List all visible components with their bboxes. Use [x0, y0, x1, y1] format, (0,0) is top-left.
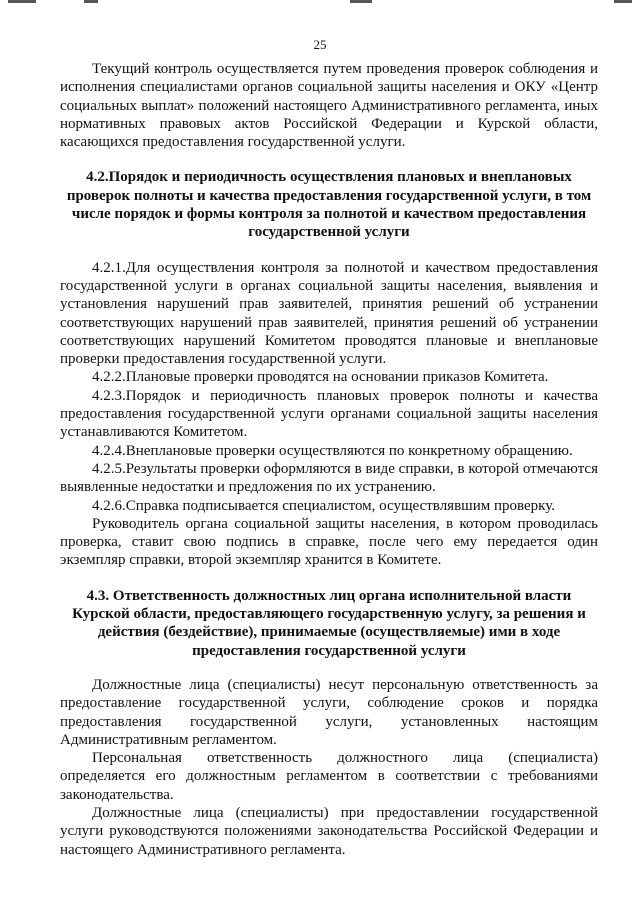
document-body	[60, 60, 598, 859]
intro-paragraph: Текущий контроль осуществляется путем проведения проверок соблюдения и исполнения специалистами органов социальной защиты населения и ОКУ «Центр социальных выплат» положений настоящего Административного регламента, иных нормативных правовых актов Российской Федерации и Курской области, касающихся предоставления государственной услуги.	[60, 61, 598, 151]
scan-edge-mark	[350, 0, 372, 3]
paragraph-4-2-5: 4.2.5.Результаты проверки оформляются в виде справки, в которой отмечаются выявленные недостатки и предложения по их устранению.	[60, 460, 598, 496]
paragraph-personal-responsibility: Персональная ответственность должностного лица (специалиста) определяется его должностным регламентом в соответствии с требованиями законодательства.	[60, 750, 598, 803]
paragraph-4-2-3: 4.2.3.Порядок и периодичность плановых проверок полноты и качества предоставления государственной услуги органами социальной защиты населения устанавливаются Комитетом.	[60, 387, 598, 441]
paragraph-4-2-2: 4.2.2.Плановые проверки проводятся на основании приказов Комитета.	[92, 369, 549, 386]
section-4-2-title: 4.2.Порядок и периодичность осуществления плановых и внеплановых проверок полноты и качества предоставления государственной услуги, в том числе порядок и формы контроля за полнотой и качеством предоставления государственной услуги	[66, 169, 592, 241]
paragraph-4-2-6: 4.2.6.Справка подписывается специалистом, осуществлявшим проверку.	[92, 497, 555, 514]
scan-edge-mark	[84, 0, 98, 3]
scan-edge-mark	[614, 0, 632, 3]
scan-edge-mark	[8, 0, 36, 3]
paragraph-responsibility: Должностные лица (специалисты) несут персональную ответственность за предоставление государственной услуги, соблюдение сроков и порядка предоставления государственной услуги, установленных настоящим Административным регламентом.	[60, 676, 598, 748]
paragraph-4-2-4: 4.2.4.Внеплановые проверки осуществляются по конкретному обращению.	[92, 442, 573, 459]
page-number: 25	[313, 37, 327, 52]
section-4-3-title: 4.3. Ответственность должностных лиц органа исполнительной власти Курской области, предоставляющего государственную услугу, за решения и действия (бездействие), принимаемые (осуществляемые) ими в ходе предоставления государственной услуги	[72, 587, 586, 659]
paragraph-head-signature: Руководитель органа социальной защиты населения, в котором проводилась проверка, ставит свою подпись в справке, после чего ему передается один экземпляр справки, второй экземпляр хранится в Комитете.	[60, 515, 598, 569]
paragraph-guidance: Должностные лица (специалисты) при предоставлении государственной услуги руководствуются положениями законодательства Российской Федерации и настоящего Административного регламента.	[60, 804, 598, 858]
paragraph-4-2-1: 4.2.1.Для осуществления контроля за полнотой и качеством предоставления государственной услуги в органах социальной защиты населения, выявления и установления нарушений прав заявителей, принятия решений об устранении соответствующих нарушений прав заявителей, принятия решений об устранении соответствующих нарушений Комитетом проводятся плановые и внеплановые проверки предоставления государственной услуги.	[60, 259, 598, 368]
